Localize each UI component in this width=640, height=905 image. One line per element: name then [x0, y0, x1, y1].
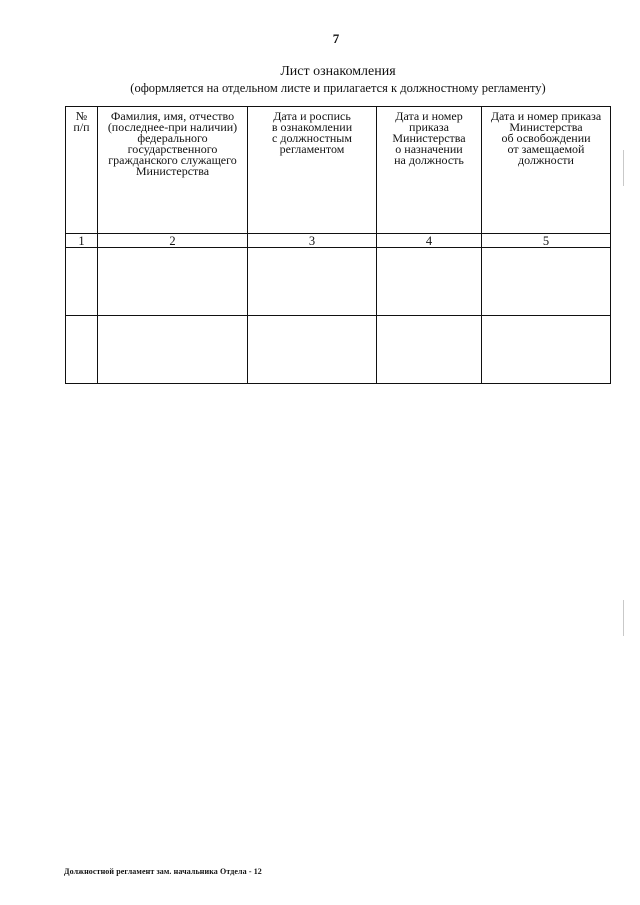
table-row [66, 316, 611, 384]
table-row [66, 248, 611, 316]
page-number: 7 [332, 31, 340, 46]
table-cell [377, 248, 482, 316]
table-cell [98, 316, 248, 384]
column-number: 5 [482, 234, 611, 248]
column-number: 4 [377, 234, 482, 248]
table-cell [248, 248, 377, 316]
column-number: 3 [248, 234, 377, 248]
header-cell-signature-date: Дата и роспись в ознакомлении с должностным регламентом [248, 107, 377, 234]
header-row [66, 107, 611, 234]
header-cell-appointment-order: Дата и номер приказа Министерства о назначении на должность [377, 107, 482, 234]
acknowledgement-table [65, 106, 611, 384]
page-footer: Должностной регламент зам. начальника Отдела - 12 [64, 867, 262, 876]
table-cell [66, 248, 98, 316]
header-cell-full-name: Фамилия, имя, отчество (последнее-при наличии) федерального государственного гражданского служащего Министерства [98, 107, 248, 234]
table-cell [482, 316, 611, 384]
scan-edge-mark [623, 150, 624, 186]
table-cell [377, 316, 482, 384]
table-cell [248, 316, 377, 384]
table-cell [482, 248, 611, 316]
table-cell [98, 248, 248, 316]
document-title: Лист ознакомления [280, 64, 396, 79]
scan-edge-mark [623, 600, 624, 636]
header-cell-dismissal-order: Дата и номер приказа Министерства об освобождении от замещаемой должности [482, 107, 611, 234]
column-number: 2 [98, 234, 248, 248]
column-number: 1 [66, 234, 98, 248]
table-cell [66, 316, 98, 384]
column-number-row [66, 234, 611, 248]
document-subtitle: (оформляется на отдельном листе и прилагается к должностному регламенту) [130, 81, 546, 95]
header-cell-number: № п/п [66, 107, 98, 234]
